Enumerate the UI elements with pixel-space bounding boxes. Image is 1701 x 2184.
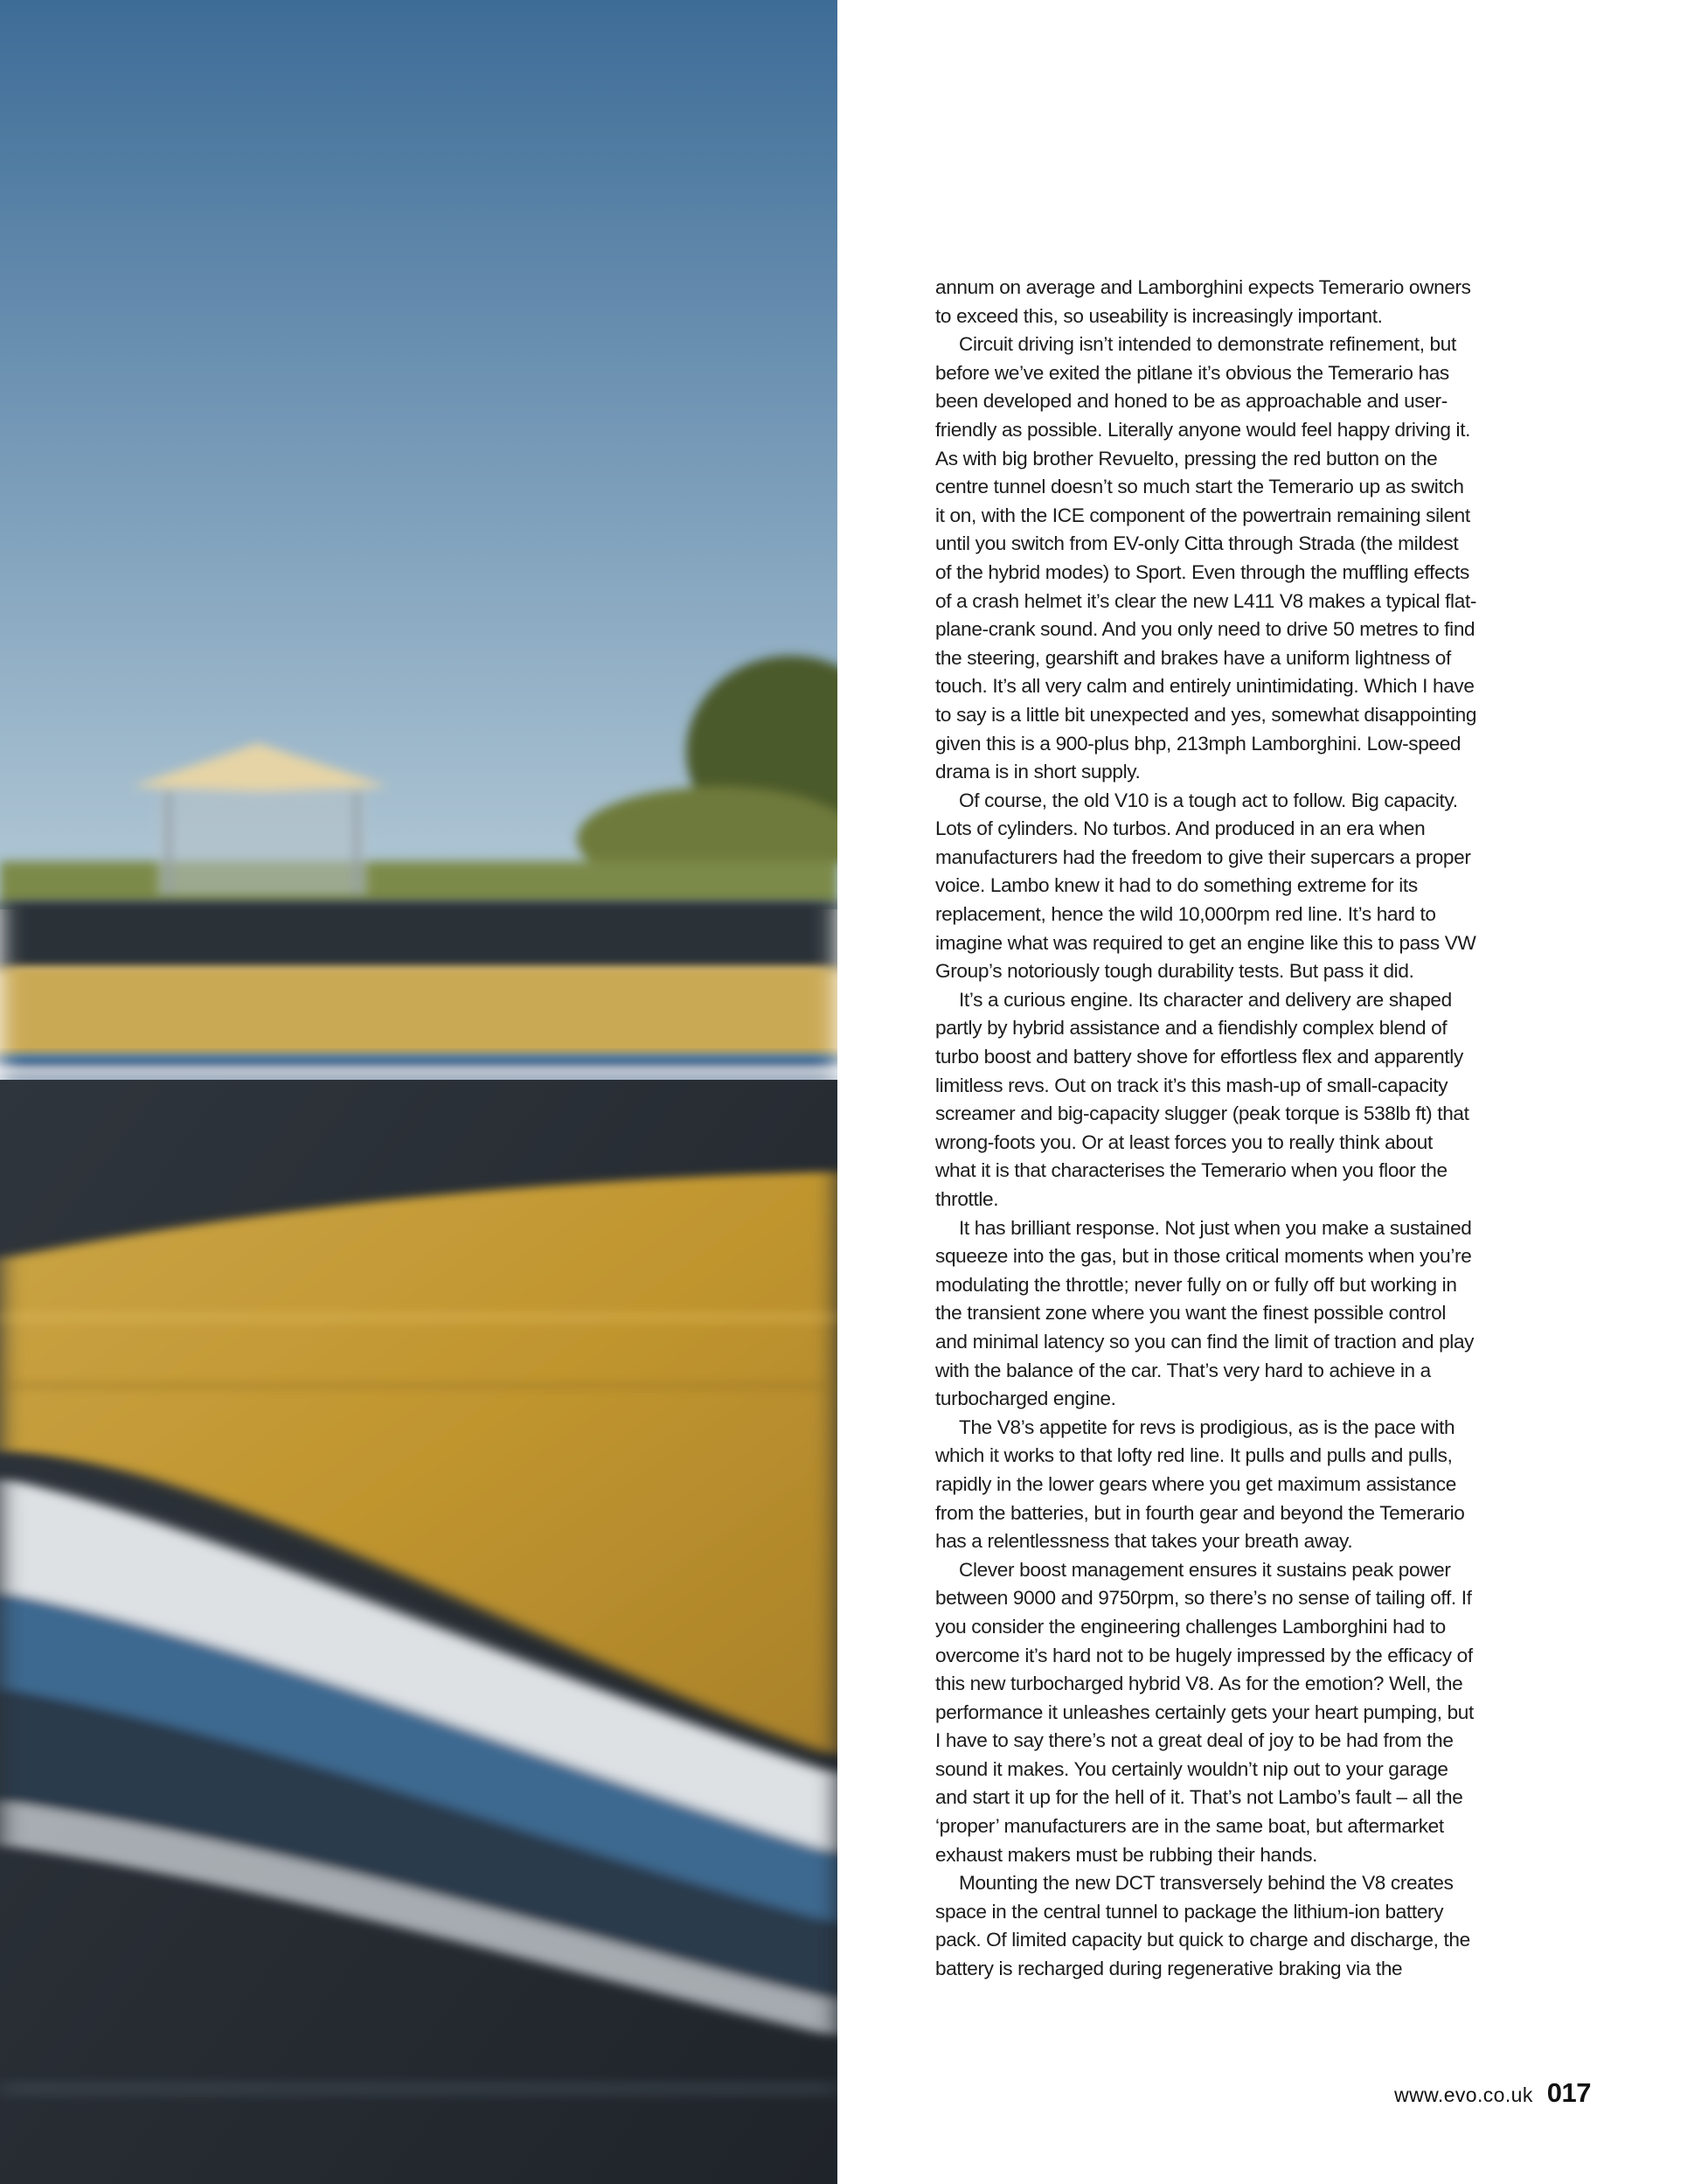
paragraph-3: Of course, the old V10 is a tough act to follow. Big capacity. Lots of cylinders. No turbos. And produced in an era when manufacturers had the freedom to give their supercars a proper voice. Lambo knew it had to do something extreme for its replacement, hence the wild 10,000rpm red line. It’s hard to imagine what was required to get an engine like this to pass VW Group’s notoriously tough durability tests. But pass it did. xyxy=(935,789,1476,983)
website-url: www.evo.co.uk xyxy=(1394,2083,1533,2106)
paragraph-4: It’s a curious engine. Its character and delivery are shaped partly by hybrid assistance and a fiendishly complex blend of turbo boost and battery shove for effortless flex and apparently limitless revs. Out on track it’s this mash-up of small-capacity screamer and big-capacity slugger (peak torque is 538lb ft) that wrong-foots you. Or at least forces you to really think about what it is that characterises the Temerario when you floor the throttle. xyxy=(935,988,1469,1210)
paragraph-2: Circuit driving isn’t intended to demonstrate refinement, but before we’ve exited the pitlane it’s obvious the Temerario has been developed and honed to be as approachable and user-friendly as possible. Literally anyone would feel happy driving it. As with big brother Revuelto, pressing the red button on the centre tunnel doesn’t so much start the Temerario up as switch it on, with the ICE component of the powertrain remaining silent until you switch from EV-only Citta through Strada (the mildest of the hybrid modes) to Sport. Even through the muffling effects of a crash helmet it’s clear the new L411 V8 makes a typical flat-plane-crank sound. And you only need to drive 50 metres to find the steering, gearshift and brakes have a uniform lightness of touch. It’s all very calm and entirely unintimidating. Which I have to say is a little bit unexpected and yes, somewhat disappointing given this is a 900-plus bhp, 213mph Lamborghini. Low-speed drama is in short supply. xyxy=(935,333,1477,783)
far-grass xyxy=(0,966,837,1058)
far-kerb xyxy=(0,1054,837,1082)
paragraph-6: The V8’s appetite for revs is prodigious, as is the pace with which it works to that lofty red line. It pulls and pulls and pulls, rapidly in the lower gears where you get maximum assistance from the batteries, but in fourth gear and beyond the Temerario has a relentlessness that takes your breath away. xyxy=(935,1415,1465,1553)
paragraph-1: annum on average and Lamborghini expects Temerario owners to exceed this, so useability is increasingly important. xyxy=(935,276,1471,327)
article-body xyxy=(935,274,1477,1984)
circuit-photograph xyxy=(0,0,837,2184)
page-folio xyxy=(1394,2077,1591,2109)
page-number: 017 xyxy=(1546,2077,1591,2108)
paragraph-5: It has brilliant response. Not just when you make a sustained squeeze into the gas, but in those critical moments when you’re modulating the throttle; never fully on or fully off but working in the transient zone where you want the finest possible control and minimal latency so you can find the limit of traction and play with the balance of the car. That’s very hard to achieve in a turbocharged engine. xyxy=(935,1216,1475,1410)
paragraph-7: Clever boost management ensures it sustains peak power between 9000 and 9750rpm, so there’s no sense of tailing off. If you consider the engineering challenges Lamborghini had to overcome it’s hard not to be hugely impressed by the efficacy of this new turbocharged hybrid V8. As for the emotion? Well, the performance it unleashes certainly gets your heart pumping, but I have to say there’s not a great deal of joy to be had from the sound it makes. You certainly wouldn’t nip out to your garage and start it up for the hell of it. That’s not Lambo’s fault – all the ‘proper’ manufacturers are in the same boat, but aftermarket exhaust makers must be rubbing their hands. xyxy=(935,1558,1474,1866)
paragraph-8: Mounting the new DCT transversely behind the V8 creates space in the central tunnel to package the lithium-ion battery pack. Of limited capacity but quick to charge and discharge, the battery is recharged during regenerative braking via the xyxy=(935,1872,1470,1980)
far-barrier xyxy=(0,901,837,970)
